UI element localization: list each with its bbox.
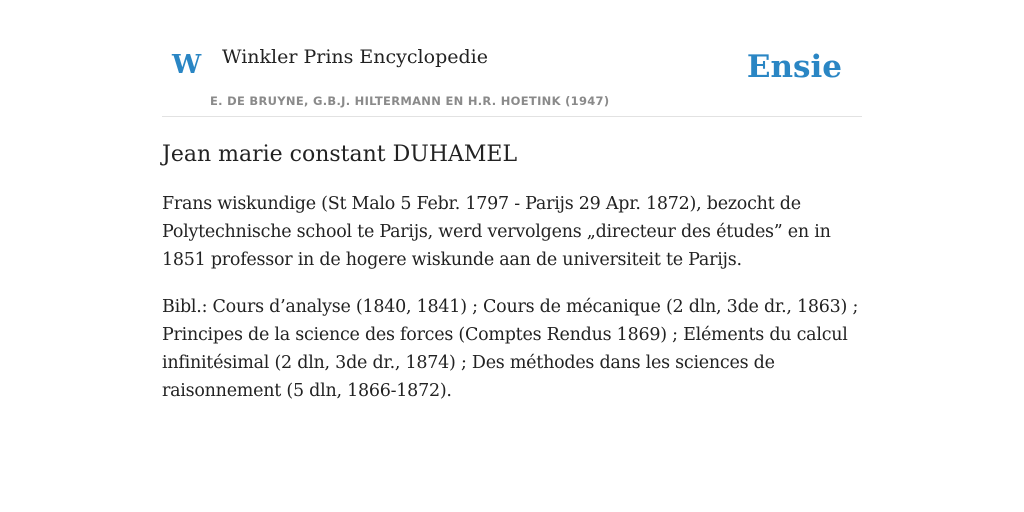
article — [162, 140, 862, 424]
source-title[interactable]: Winkler Prins Encyclopedie — [222, 46, 488, 68]
source-header — [162, 0, 862, 117]
winkler-prins-logo[interactable]: W — [172, 50, 202, 80]
article-paragraph-bibliography: Bibl.: Cours d’analyse (1840, 1841) ; Cours de mécanique (2 dln, 3de dr., 1863) ; Principes de la science des forces (Comptes Rendus 1869) ; Eléments du calcul infinitésimal (2 dln, 3de dr., 1874) ; Des méthodes dans les sciences de raisonnement (5 dln, 1866-1872). — [162, 297, 859, 401]
article-title: Jean marie constant DUHAMEL — [162, 142, 518, 167]
article-paragraph-description: Frans wiskundige (St Malo 5 Febr. 1797 - Parijs 29 Apr. 1872), bezocht de Polytechnische school te Parijs, werd vervolgens „directeur des études” en in 1851 professor in de hogere wiskunde aan de universiteit te Parijs. — [162, 194, 831, 270]
ensie-logo[interactable]: Ensie — [746, 49, 842, 85]
source-authors: E. DE BRUYNE, G.B.J. HILTERMANN EN H.R. HOETINK (1947) — [210, 94, 610, 108]
